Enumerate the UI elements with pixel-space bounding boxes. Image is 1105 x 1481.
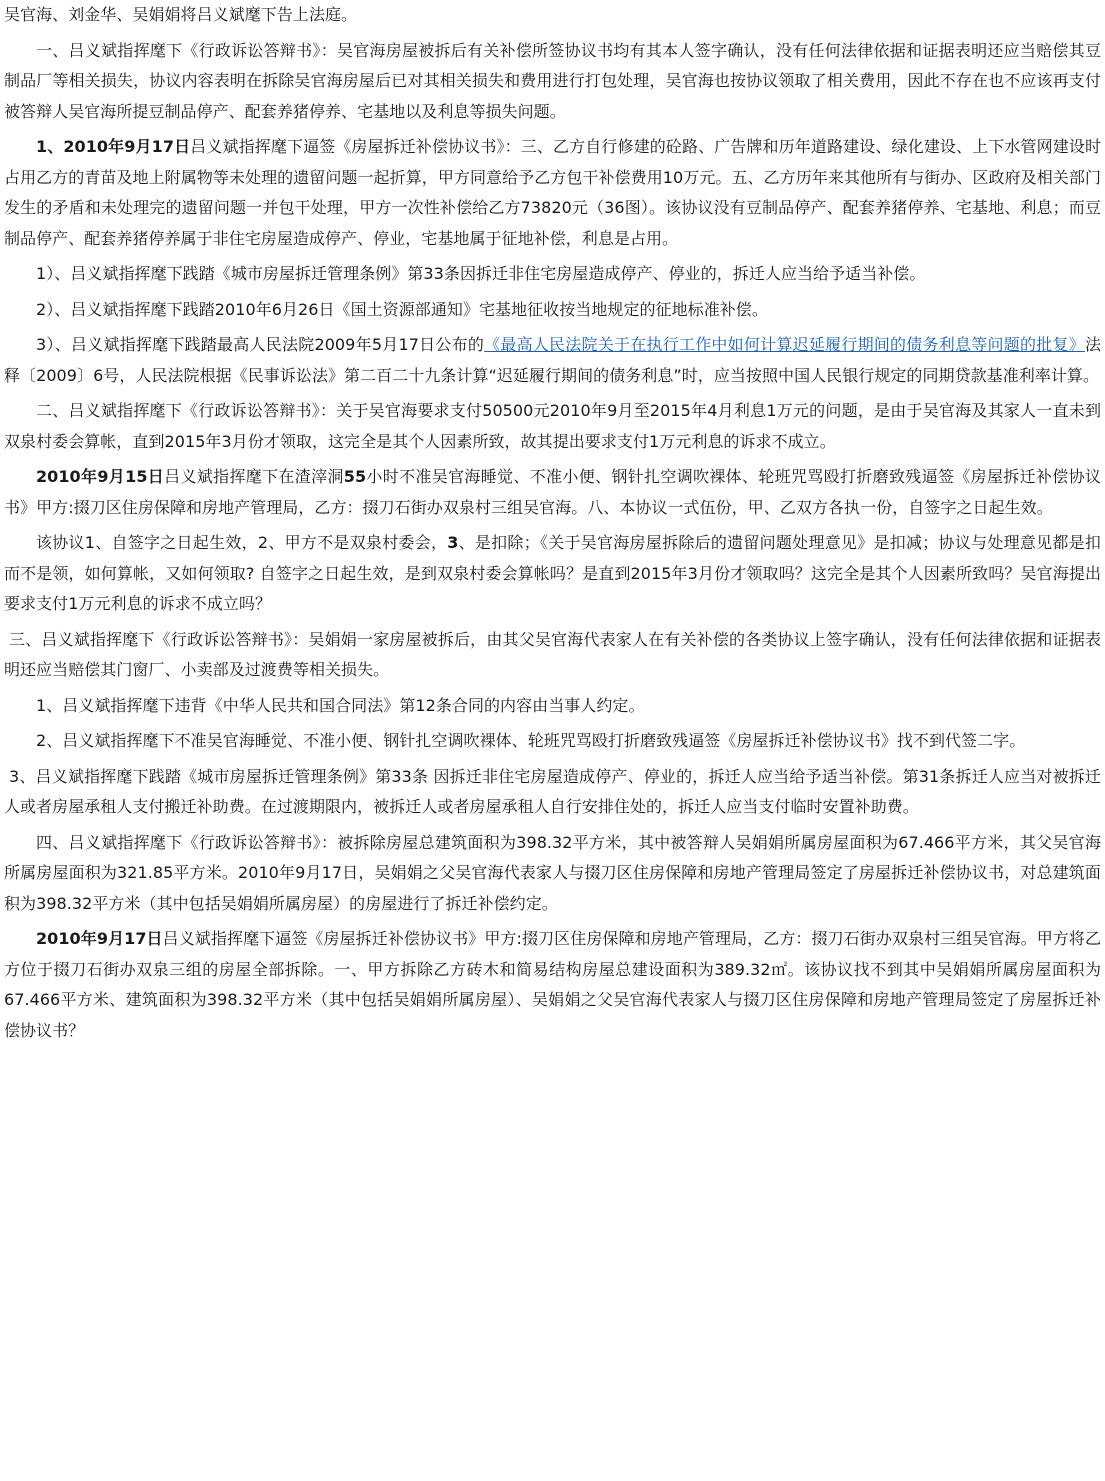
paragraph-text: 吕义斌指挥麾下逼签《房屋拆迁补偿协议书》：三、乙方自行修建的砼路、广告牌和历年道路建设、绿化建设、上下水管网建设时占用乙方的青苗及地上附属物等未处理的遗留问题一起折算，甲方同意给予乙方包干补偿费用10万元。五、乙方历年来其他所有与街办、区政府及相关部门发生的矛盾和未处理完的遗留问题一并包干处理，甲方一次性补偿给乙方73820元（36图）。该协议没有豆制品停产、配套养猪停养、宅基地、利息；而豆制品停产、配套养猪停养属于非住宅房屋造成停产、停业，宅基地属于征地补偿，利息是占用。 [4,137,1101,248]
paragraph-item-3-1: 1、吕义斌指挥麾下违背《中华人民共和国合同法》第12条合同的内容由当事人约定。 [36,695,645,715]
paragraph-text: 该协议1、自签字之日起生效，2、甲方不是双泉村委会， [36,533,448,552]
paragraph-detention [4,462,1101,523]
paragraph-text: 吕义斌指挥麾下逼签《房屋拆迁补偿协议书》甲方:掇刀区住房保障和房地产管理局，乙方：掇刀石街办双泉村三组吴官海。甲方将乙方位于掇刀石街办双泉三组的房屋全部拆除。一、甲方拆除乙方砖木和简易结构房屋总建设面积为389.32㎡。该协议找不到其中吴娟娟所属房屋面积为67.466平方米、建筑面积为398.32平方米（其中包括吴娟娟所属房屋）、吴娟娟之父吴官海代表家人与掇刀区住房保障和房地产管理局签定了房屋拆迁补偿协议书？ [4,929,1101,1040]
paragraph-section-2: 二、吕义斌指挥麾下《行政诉讼答辩书》：关于吴官海要求支付50500元2010年9月至2015年4月利息1万元的问题，是由于吴官海及其家人一直未到双泉村委会算帐，直到2015年3月份才领取，这完全是其个人因素所致，故其提出要求支付1万元利息的诉求不成立。 [4,401,1101,451]
paragraph-intro: 吴官海、刘金华、吴娟娟将吕义斌麾下告上法庭。 [4,5,358,24]
bold-date: 2010年9月17日 [36,929,163,948]
paragraph-item-1 [4,132,1101,254]
bold-date: 2010年9月15日 [36,467,165,486]
paragraph-item-3-2: 2、吕义斌指挥麾下不准吴官海睡觉、不准小便、钢针扎空调吹裸体、轮班咒骂殴打折磨致残逼签《房屋拆迁补偿协议书》找不到代签二字。 [36,731,1026,750]
paragraph-section-4: 四、吕义斌指挥麾下《行政诉讼答辩书》：被拆除房屋总建筑面积为398.32平方米，其中被答辩人吴娟娟所属房屋面积为67.466平方米，其父吴官海所属房屋面积为321.85平方米。2010年9月17日，吴娟娟之父吴官海代表家人与掇刀区住房保障和房地产管理局签定了房屋拆迁补偿协议书，对总建筑面积为398.32平方米（其中包括吴娟娟所属房屋）的房屋进行了拆迁补偿约定。 [4,832,1101,913]
court-reply-link[interactable]: 《最高人民法院关于在执行工作中如何计算迟延履行期间的债务利息等问题的批复》 [484,335,1085,354]
paragraph-item-3-3: 3、吕义斌指挥麾下践踏《城市房屋拆迁管理条例》第33条 因拆迁非住宅房屋造成停产、停业的，拆迁人应当给予适当补偿。第31条拆迁人应当对被拆迁人或者房屋承租人支付搬迁补助费。在过渡期限内，被拆迁人或者房屋承租人自行安排住处的，拆迁人应当支付临时安置补助费。 [4,766,1101,816]
paragraph-text: 3）、吕义斌指挥麾下践踏最高人民法院2009年5月17日公布的 [36,335,485,354]
bold-number: 3 [447,533,459,552]
paragraph-text: 小时不准吴官海睡觉、不准小便、钢针扎空调吹裸体、轮班咒骂殴打折磨致残逼签《房屋拆迁补偿协议书》甲方:掇刀区住房保障和房地产管理局，乙方：掇刀石街办双泉村三组吴官海。八、本协议一式伍份，甲、乙双方各执一份，自签字之日起生效。 [4,467,1101,517]
paragraph-subitem-2: 2）、吕义斌指挥麾下践踏2010年6月26日《国土资源部通知》宅基地征收按当地规定的征地标准补偿。 [36,299,768,319]
paragraph-text: 吕义斌指挥麾下在渣滓洞 [164,467,344,486]
paragraph-subitem-3 [4,330,1101,391]
bold-date: 1、2010年9月17日 [36,137,191,156]
paragraph-text: 、是扣除；《关于吴官海房屋拆除后的遗留问题处理意见》是扣减；协议与处理意见都是扣而不是领，如何算帐，又如何领取? 自签字之日起生效，是到双泉村委会算帐吗？是直到2015年3月份才领取吗？这完全是其个人因素所致吗？吴官海提出要求支付1万元利息的诉求不成立吗？ [4,533,1101,613]
paragraph-text: 法释〔2009〕6号，人民法院根据《民事诉讼法》第二百二十九条计算“迟延履行期间的债务利息”时，应当按照中国人民银行规定的同期贷款基准利率计算。 [4,335,1101,385]
paragraph-section-1: 一、吕义斌指挥麾下《行政诉讼答辩书》：吴官海房屋被拆后有关补偿所签协议书均有其本人签字确认，没有任何法律依据和证据表明还应当赔偿其豆制品厂等相关损失，协议内容表明在拆除吴官海房屋后已对其相关损失和费用进行打包处理，吴官海也按协议领取了相关费用，因此不存在也不应该再支付被答辩人吴官海所提豆制品停产、配套养猪停养、宅基地以及利息等损失问题。 [4,40,1101,121]
paragraph-section-3: 三、吕义斌指挥麾下《行政诉讼答辩书》：吴娟娟一家房屋被拆后，由其父吴官海代表家人在有关补偿的各类协议上签字确认，没有任何法律依据和证据表明还应当赔偿其门窗厂、小卖部及过渡费等相关损失。 [4,629,1101,679]
paragraph-agreement-analysis [4,528,1101,620]
paragraph-subitem-1: 1）、吕义斌指挥麾下践踏《城市房屋拆迁管理条例》第33条因拆迁非住宅房屋造成停产、停业的，拆迁人应当给予适当补偿。 [36,264,926,283]
bold-number: 55 [343,467,367,486]
paragraph-final [4,924,1101,1046]
